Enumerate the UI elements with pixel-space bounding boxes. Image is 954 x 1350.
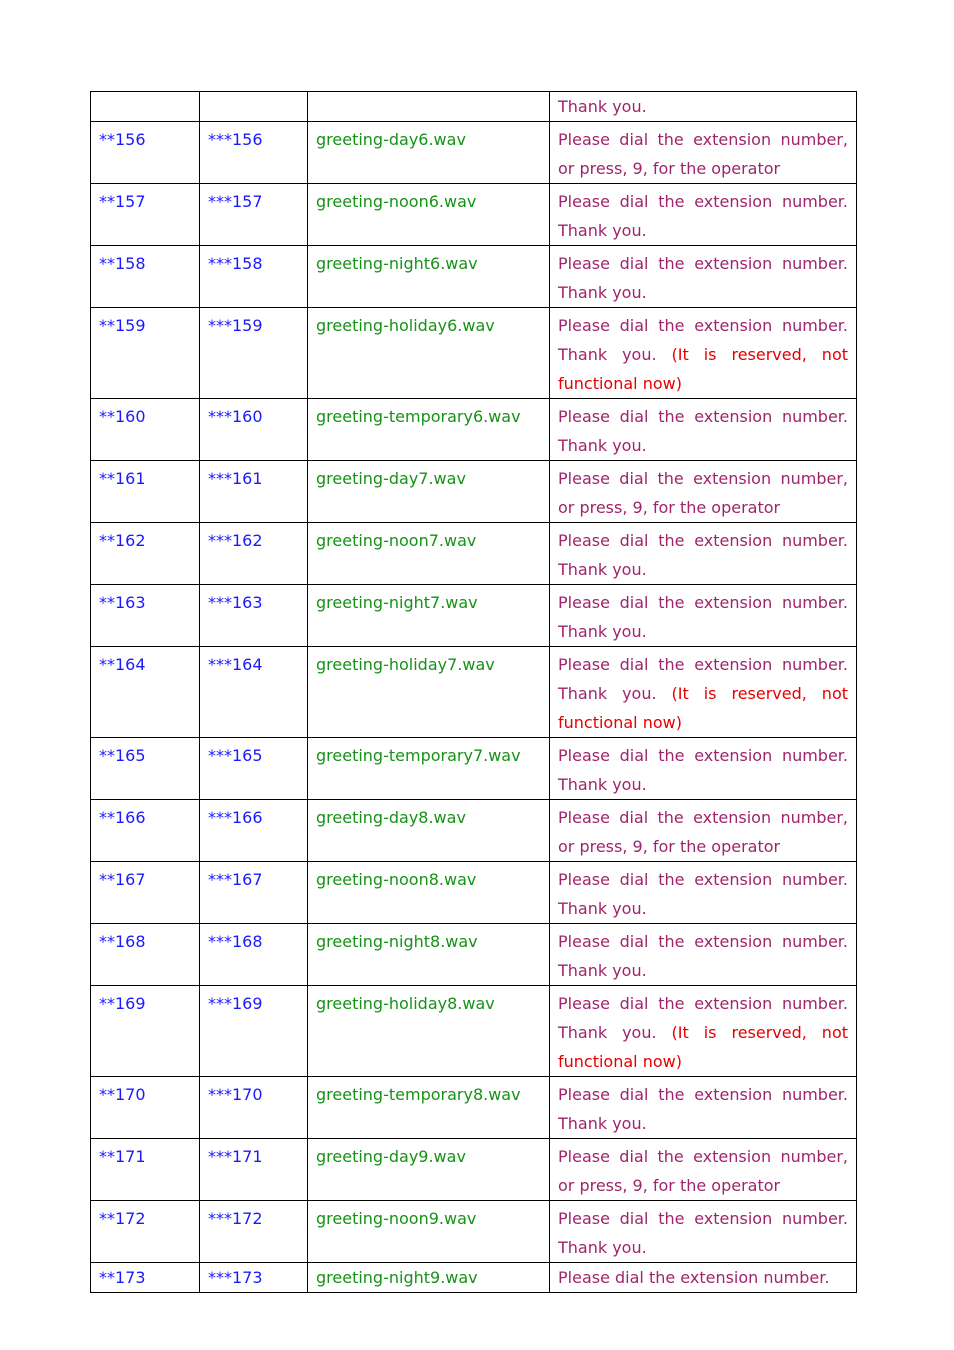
file-cell xyxy=(308,1201,550,1263)
code-a-text: **160 xyxy=(99,407,146,426)
file-cell xyxy=(308,461,550,523)
file-text: greeting-noon8.wav xyxy=(316,870,477,889)
file-text: greeting-noon9.wav xyxy=(316,1209,477,1228)
code-a-text: **172 xyxy=(99,1209,146,1228)
description-cell xyxy=(550,308,857,399)
file-cell: greeting-night9.wav xyxy=(308,1263,550,1293)
code-a-cell xyxy=(91,986,200,1077)
code-b-cell xyxy=(200,122,308,184)
code-b-cell xyxy=(200,862,308,924)
code-b-text: ***169 xyxy=(208,994,263,1013)
code-a-text: **159 xyxy=(99,316,146,335)
code-b-text: ***171 xyxy=(208,1147,263,1166)
code-b-text: ***166 xyxy=(208,808,263,827)
code-a-text: **167 xyxy=(99,870,146,889)
code-b-text: ***158 xyxy=(208,254,263,273)
code-a-cell xyxy=(91,862,200,924)
description-text: Please dial the extension number, or press, 9, for the operator xyxy=(558,130,848,178)
file-cell xyxy=(308,308,550,399)
table-row xyxy=(91,184,857,246)
code-a-text: **168 xyxy=(99,932,146,951)
code-a-cell xyxy=(91,461,200,523)
code-a-cell xyxy=(91,308,200,399)
greeting-table xyxy=(90,91,857,1293)
file-cell xyxy=(308,246,550,308)
reserved-note: (It is reserved, not functional now) xyxy=(558,684,849,732)
code-a-cell xyxy=(91,523,200,585)
file-text: greeting-holiday8.wav xyxy=(316,994,495,1013)
description-cell xyxy=(550,523,857,585)
code-b-text: ***168 xyxy=(208,932,263,951)
description-text: Please dial the extension number. Thank you. xyxy=(558,932,848,980)
code-a-cell xyxy=(91,122,200,184)
table-row xyxy=(91,1201,857,1263)
code-a-text: **161 xyxy=(99,469,146,488)
code-a-text: **162 xyxy=(99,531,146,550)
code-a-cell xyxy=(91,800,200,862)
description-text: Please dial the extension number. Thank you. xyxy=(558,254,848,302)
code-a-text: **157 xyxy=(99,192,146,211)
description-text: Please dial the extension number. Thank you. xyxy=(558,870,848,918)
table-row xyxy=(91,399,857,461)
greeting-table-body xyxy=(91,92,857,1293)
file-cell xyxy=(308,92,550,122)
code-b-text: ***167 xyxy=(208,870,263,889)
file-cell xyxy=(308,585,550,647)
table-row xyxy=(91,738,857,800)
code-b-text: ***157 xyxy=(208,192,263,211)
file-text: greeting-temporary7.wav xyxy=(316,746,521,765)
description-cell xyxy=(550,461,857,523)
code-a-text: **158 xyxy=(99,254,146,273)
code-a-cell xyxy=(91,92,200,122)
file-text: greeting-night7.wav xyxy=(316,593,478,612)
table-row xyxy=(91,1077,857,1139)
code-a-cell xyxy=(91,399,200,461)
file-cell xyxy=(308,523,550,585)
description-text: Please dial the extension number. Thank you. xyxy=(558,192,848,240)
description-cell xyxy=(550,924,857,986)
code-a-text: **156 xyxy=(99,130,146,149)
file-cell xyxy=(308,738,550,800)
code-a-text: **171 xyxy=(99,1147,146,1166)
file-cell xyxy=(308,399,550,461)
description-cell xyxy=(550,647,857,738)
code-b-cell: ***173 xyxy=(200,1263,308,1293)
code-b-cell xyxy=(200,1077,308,1139)
file-cell xyxy=(308,1139,550,1201)
description-text: Please dial the extension number. Thank you. xyxy=(558,407,848,455)
table-row xyxy=(91,523,857,585)
code-a-cell: **173 xyxy=(91,1263,200,1293)
code-a-cell xyxy=(91,1139,200,1201)
description-text: Please dial the extension number. Thank you. xyxy=(558,746,848,794)
file-text: greeting-day8.wav xyxy=(316,808,466,827)
description-text: Please dial the extension number. Thank you. xyxy=(558,316,848,364)
code-a-text: **170 xyxy=(99,1085,146,1104)
description-cell xyxy=(550,800,857,862)
description-cell xyxy=(550,399,857,461)
code-b-text: ***172 xyxy=(208,1209,263,1228)
code-b-text: ***156 xyxy=(208,130,263,149)
code-b-text: ***170 xyxy=(208,1085,263,1104)
code-a-cell xyxy=(91,184,200,246)
table-row xyxy=(91,461,857,523)
reserved-note: (It is reserved, not functional now) xyxy=(558,345,849,393)
code-b-cell xyxy=(200,1139,308,1201)
file-text: greeting-temporary8.wav xyxy=(316,1085,521,1104)
description-cell xyxy=(550,184,857,246)
description-text: Please dial the extension number, or press, 9, for the operator xyxy=(558,1147,848,1195)
table-row xyxy=(91,1139,857,1201)
description-text: Please dial the extension number. Thank you. xyxy=(558,994,848,1042)
table-row-continued xyxy=(91,92,857,122)
description-text: Please dial the extension number. Thank you. xyxy=(558,1209,848,1257)
table-row xyxy=(91,308,857,399)
code-b-text: ***165 xyxy=(208,746,263,765)
code-b-text: ***164 xyxy=(208,655,263,674)
description-cell xyxy=(550,1077,857,1139)
description-cell xyxy=(550,122,857,184)
code-a-text: **165 xyxy=(99,746,146,765)
file-cell xyxy=(308,184,550,246)
file-text: greeting-night6.wav xyxy=(316,254,478,273)
description-text: Please dial the extension number. Thank you. xyxy=(558,1085,848,1133)
code-b-cell xyxy=(200,800,308,862)
description-cell xyxy=(550,986,857,1077)
table-row-partial xyxy=(91,1263,857,1293)
code-b-text: ***162 xyxy=(208,531,263,550)
code-a-cell xyxy=(91,585,200,647)
code-b-cell xyxy=(200,308,308,399)
code-b-cell xyxy=(200,523,308,585)
description-cell: Please dial the extension number. xyxy=(550,1263,857,1293)
code-a-cell xyxy=(91,924,200,986)
code-b-text: ***161 xyxy=(208,469,263,488)
code-b-cell xyxy=(200,399,308,461)
file-cell xyxy=(308,924,550,986)
file-cell xyxy=(308,647,550,738)
code-a-text: **166 xyxy=(99,808,146,827)
code-b-cell xyxy=(200,585,308,647)
code-a-text: **164 xyxy=(99,655,146,674)
code-a-text: **163 xyxy=(99,593,146,612)
code-b-text: ***159 xyxy=(208,316,263,335)
description-cell xyxy=(550,1201,857,1263)
description-text: Please dial the extension number. Thank you. xyxy=(558,655,848,703)
file-text: greeting-day9.wav xyxy=(316,1147,466,1166)
description-text: Please dial the extension number, or press, 9, for the operator xyxy=(558,469,848,517)
file-text: greeting-temporary6.wav xyxy=(316,407,521,426)
code-b-cell xyxy=(200,461,308,523)
code-b-cell xyxy=(200,986,308,1077)
description-text: Please dial the extension number, or press, 9, for the operator xyxy=(558,808,848,856)
code-a-cell xyxy=(91,1077,200,1139)
code-b-cell xyxy=(200,647,308,738)
description-cell xyxy=(550,862,857,924)
file-text: greeting-noon6.wav xyxy=(316,192,477,211)
description-cell xyxy=(550,246,857,308)
table-row xyxy=(91,924,857,986)
code-b-cell xyxy=(200,738,308,800)
file-cell xyxy=(308,986,550,1077)
file-text: greeting-holiday7.wav xyxy=(316,655,495,674)
file-cell xyxy=(308,862,550,924)
file-text: greeting-noon7.wav xyxy=(316,531,477,550)
description-text: Please dial the extension number. Thank you. xyxy=(558,593,848,641)
table-row xyxy=(91,800,857,862)
code-a-cell xyxy=(91,647,200,738)
table-row xyxy=(91,585,857,647)
file-text: greeting-night8.wav xyxy=(316,932,478,951)
code-a-cell xyxy=(91,1201,200,1263)
description-cell: Thank you. xyxy=(550,92,857,122)
table-row xyxy=(91,647,857,738)
file-cell xyxy=(308,800,550,862)
file-cell xyxy=(308,1077,550,1139)
table-row xyxy=(91,246,857,308)
code-b-cell xyxy=(200,1201,308,1263)
code-b-cell xyxy=(200,924,308,986)
reserved-note: (It is reserved, not functional now) xyxy=(558,1023,849,1071)
file-text: greeting-holiday6.wav xyxy=(316,316,495,335)
table-row xyxy=(91,122,857,184)
file-cell xyxy=(308,122,550,184)
code-b-cell xyxy=(200,246,308,308)
code-a-text: **169 xyxy=(99,994,146,1013)
code-b-text: ***163 xyxy=(208,593,263,612)
code-b-text: ***160 xyxy=(208,407,263,426)
file-text: greeting-day7.wav xyxy=(316,469,466,488)
description-cell xyxy=(550,738,857,800)
table-row xyxy=(91,862,857,924)
file-text: greeting-day6.wav xyxy=(316,130,466,149)
description-text: Please dial the extension number. Thank you. xyxy=(558,531,848,579)
code-a-cell xyxy=(91,246,200,308)
code-a-cell xyxy=(91,738,200,800)
description-cell xyxy=(550,1139,857,1201)
description-cell xyxy=(550,585,857,647)
code-b-cell xyxy=(200,184,308,246)
code-b-cell xyxy=(200,92,308,122)
table-row xyxy=(91,986,857,1077)
